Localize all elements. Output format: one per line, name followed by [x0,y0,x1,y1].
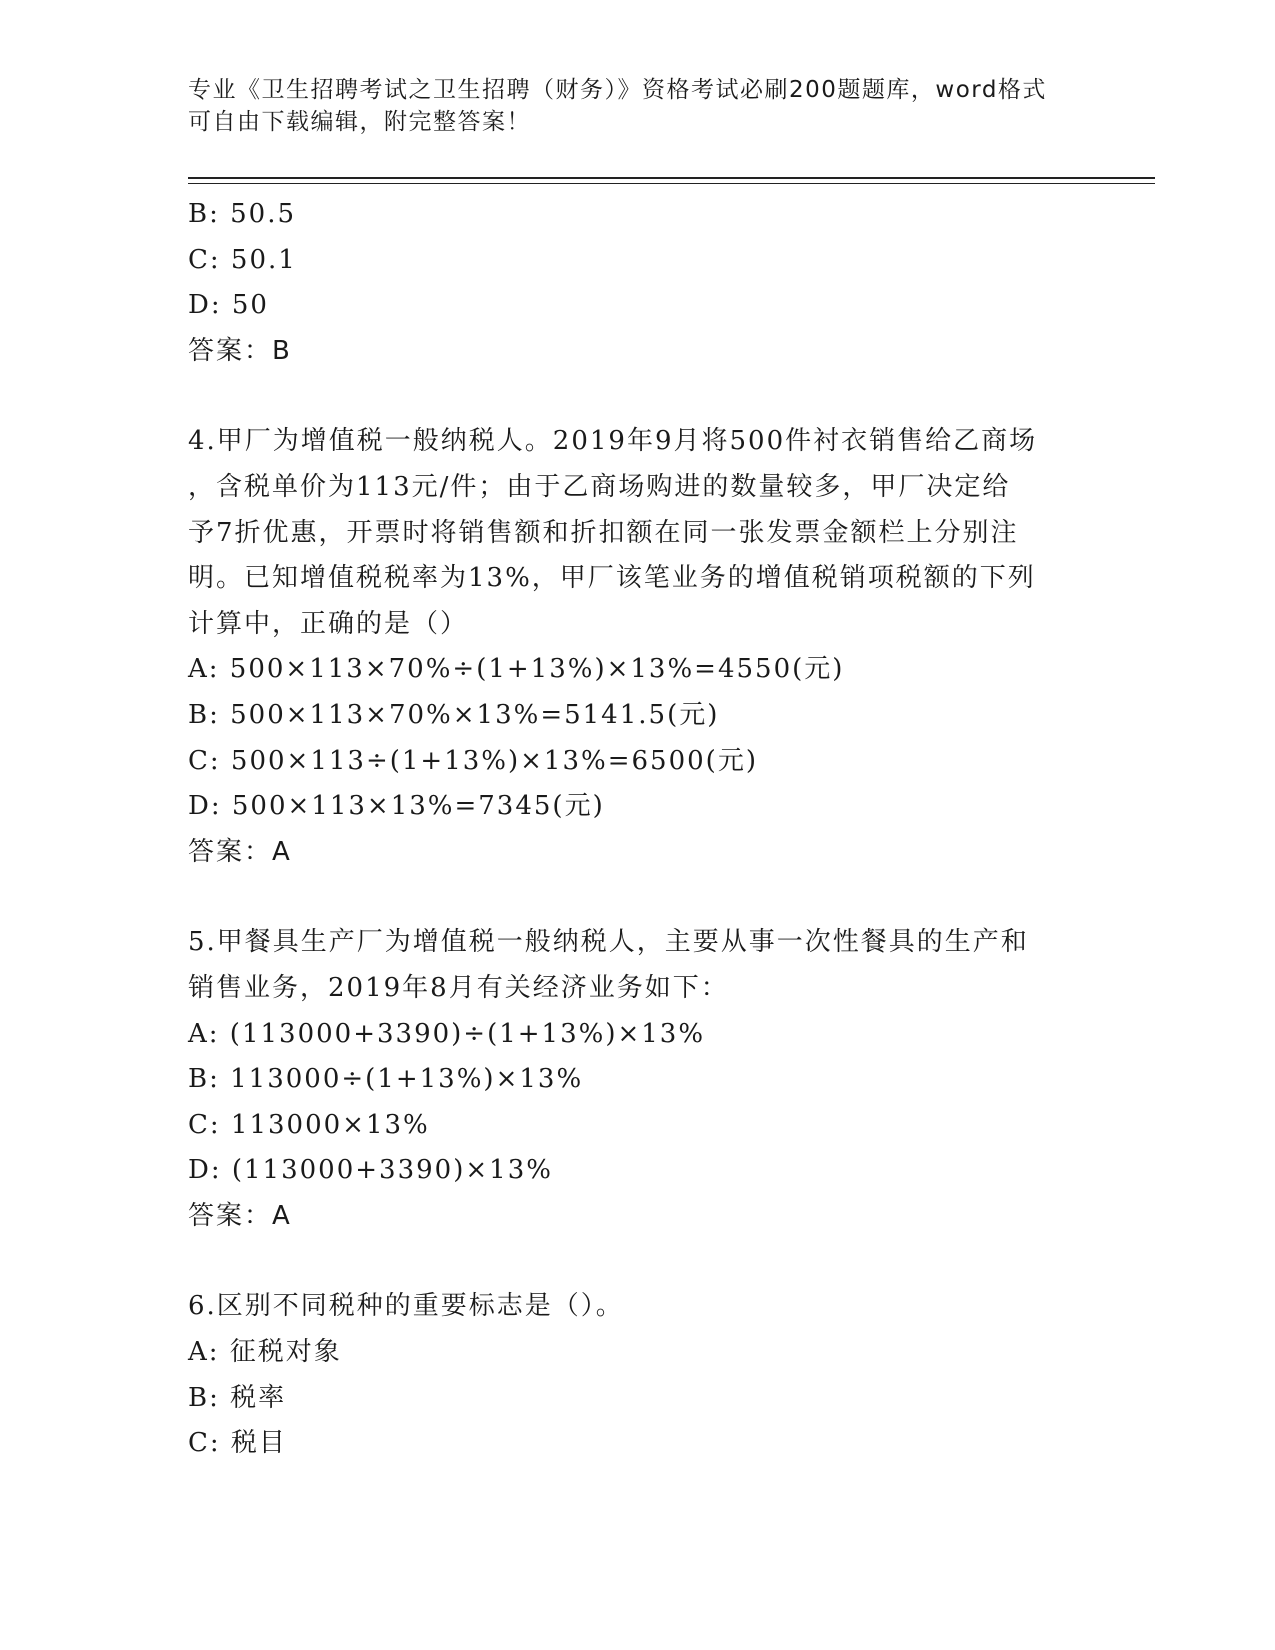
option-b: B: 500×113×70%×13%=5141.5(元) [188,699,720,730]
spacer [188,1239,1078,1284]
spacer [188,374,1078,419]
option-b: B: 50.5 [188,199,297,229]
document-header [188,74,1068,138]
question-6 [188,1284,1078,1466]
spacer [188,875,1078,920]
option-d: D: (113000+3390)×13% [188,1155,553,1186]
option-d: D: 50 [188,290,269,321]
answer: 答案：B [188,335,292,366]
question-stem-line: ，含税单价为113元/件；由于乙商场购进的数量较多，甲厂决定给 [188,471,1011,502]
option-c: C: 税目 [188,1428,287,1459]
header-line-1: 专业《卫生招聘考试之卫生招聘（财务）》资格考试必刷200题题库，word格式 [188,77,1047,103]
option-c: C: 113000×13% [188,1109,430,1140]
option-b: B: 113000÷(1+13%)×13% [188,1064,584,1095]
question-stem-line: 5.甲餐具生产厂为增值税一般纳税人，主要从事一次性餐具的生产和 [188,927,1029,958]
option-b: B: 税率 [188,1382,287,1413]
option-a: A: (113000+3390)÷(1+13%)×13% [188,1018,706,1049]
option-d: D: 500×113×13%=7345(元) [188,791,605,822]
option-a: A: 征税对象 [188,1337,342,1368]
question-content [188,192,1078,1467]
question-stem-line: 明。已知增值税税率为13%，甲厂该笔业务的增值税销项税额的下列 [188,563,1036,594]
question-stem-line: 6.区别不同税种的重要标志是（）。 [188,1291,624,1322]
question-stem-line: 销售业务，2019年8月有关经济业务如下： [188,972,729,1003]
option-a: A: 500×113×70%÷(1+13%)×13%=4550(元) [188,654,845,685]
header-rule-thin [188,183,1155,184]
question-5 [188,920,1078,1239]
question-stem-line: 计算中，正确的是（） [188,608,469,639]
option-c: C: 500×113÷(1+13%)×13%=6500(元) [188,745,758,776]
header-line-2: 可自由下载编辑，附完整答案！ [188,109,531,135]
question-stem-line: 予7折优惠，开票时将销售额和折扣额在同一张发票金额栏上分别注 [188,517,1019,548]
option-c: C: 50.1 [188,244,297,275]
answer: 答案：A [188,1200,292,1231]
question-4 [188,419,1078,875]
header-rule-thick [188,177,1155,179]
question-stem-line: 4.甲厂为增值税一般纳税人。2019年9月将500件衬衣销售给乙商场 [188,426,1038,457]
question-3-tail [188,192,1078,374]
answer: 答案：A [188,836,292,867]
